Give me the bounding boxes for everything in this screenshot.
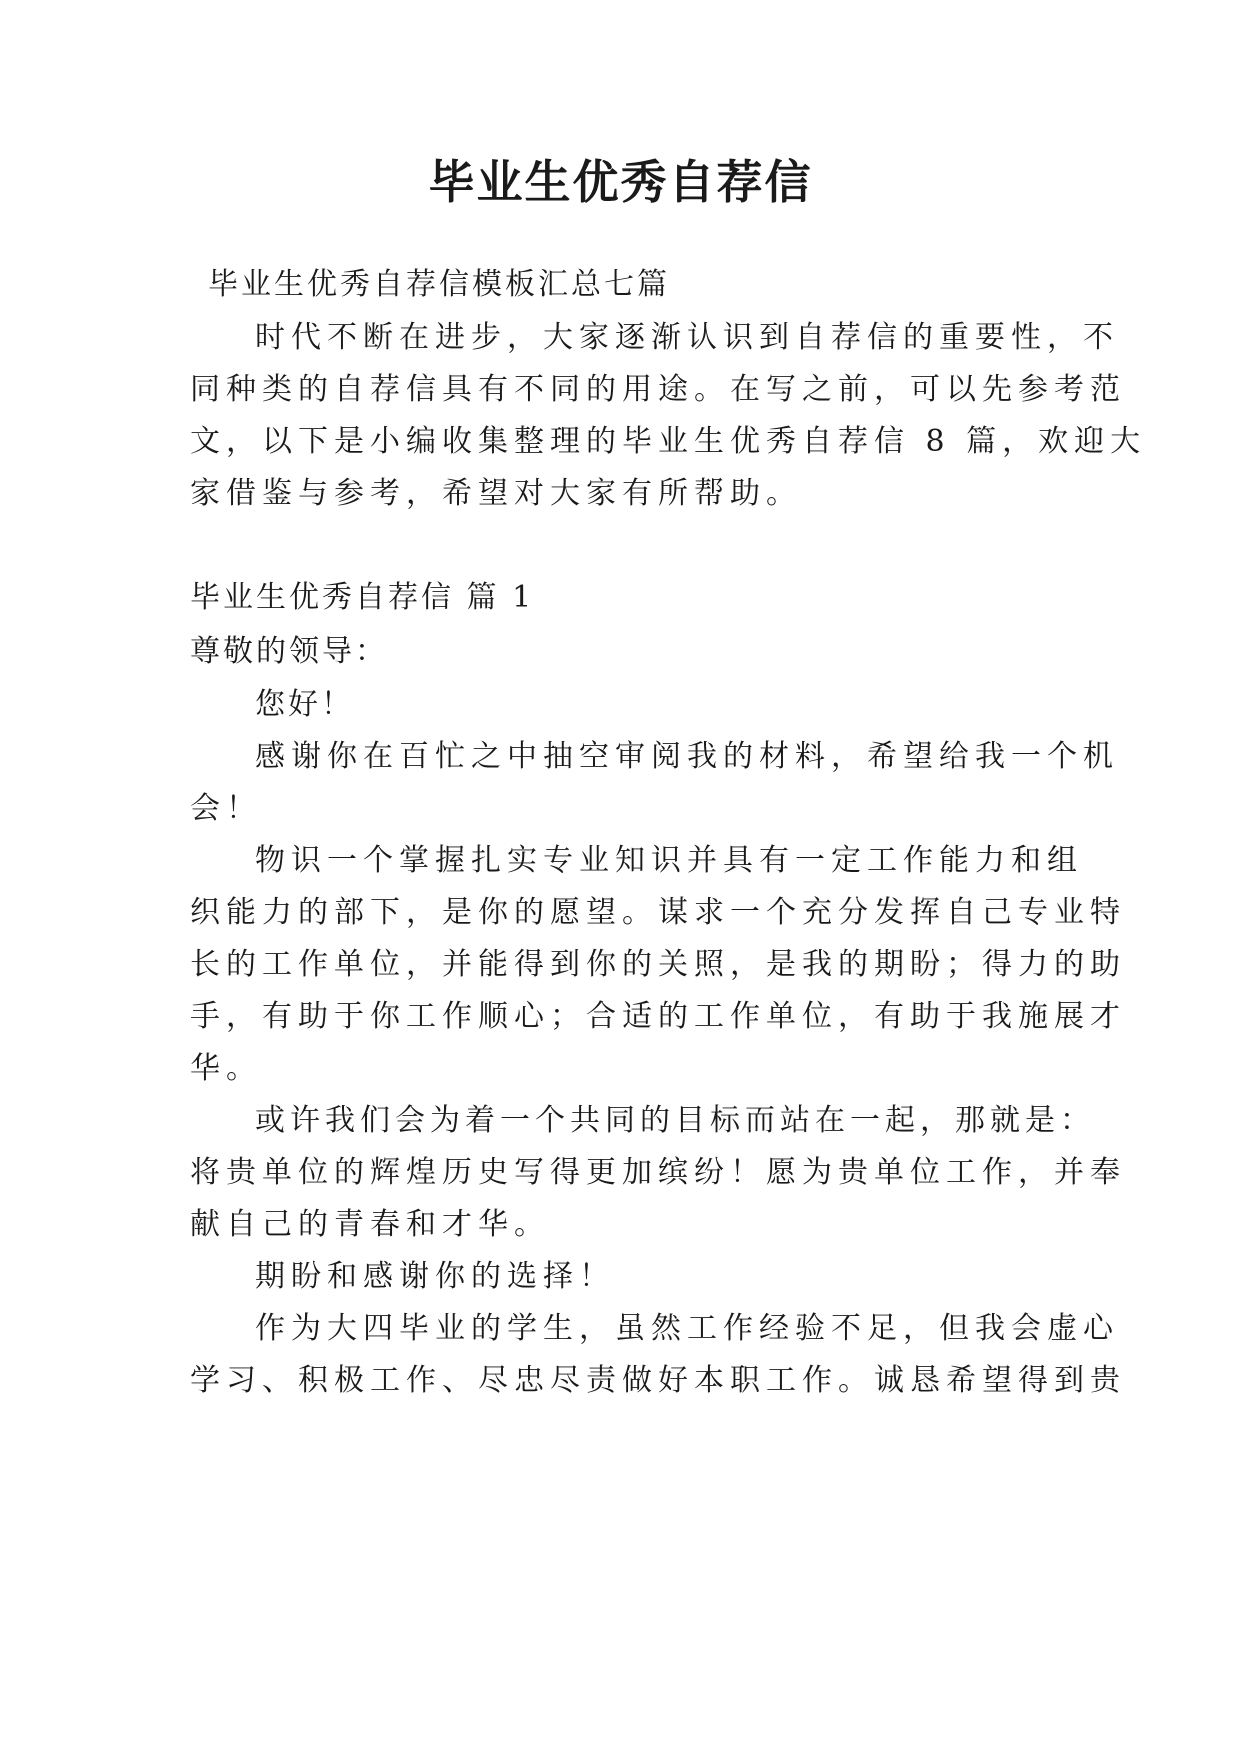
paragraph-line: 同种类的自荐信具有不同的用途。在写之前，可以先参考范 [190, 372, 1126, 407]
paragraph-line: 手，有助于你工作顺心；合适的工作单位，有助于我施展才 [190, 999, 1126, 1034]
paragraph-line: 会！ [190, 791, 262, 826]
paragraph-line: 华。 [190, 1051, 262, 1086]
paragraph-line: 学习、积极工作、尽忠尽责做好本职工作。诚恳希望得到贵 [190, 1363, 1126, 1398]
paragraph-line: 长的工作单位，并能得到你的关照，是我的期盼；得力的助 [190, 947, 1126, 982]
subtitle-line: 毕业生优秀自荐信模板汇总七篇 [208, 267, 670, 302]
salutation: 尊敬的领导： [190, 634, 388, 669]
greeting: 您好！ [255, 687, 354, 722]
paragraph-line: 献自己的青春和才华。 [190, 1207, 550, 1242]
paragraph-line: 感谢你在百忙之中抽空审阅我的材料，希望给我一个机 [255, 739, 1119, 774]
paragraph-line: 文，以下是小编收集整理的毕业生优秀自荐信 8 篇，欢迎大 [190, 424, 1147, 459]
paragraph-line: 织能力的部下，是你的愿望。谋求一个充分发挥自己专业特 [190, 895, 1126, 930]
document-title: 毕业生优秀自荐信 [428, 155, 813, 209]
paragraph-line: 期盼和感谢你的选择！ [255, 1259, 615, 1294]
paragraph-line: 物识一个掌握扎实专业知识并具有一定工作能力和组 [255, 843, 1083, 878]
paragraph-line: 将贵单位的辉煌历史写得更加缤纷！愿为贵单位工作，并奉 [190, 1155, 1126, 1190]
paragraph-line: 作为大四毕业的学生，虽然工作经验不足，但我会虚心 [255, 1311, 1119, 1346]
paragraph-line: 时代不断在进步，大家逐渐认识到自荐信的重要性，不 [255, 320, 1119, 355]
paragraph-line: 或许我们会为着一个共同的目标而站在一起，那就是： [255, 1103, 1095, 1138]
section-heading: 毕业生优秀自荐信 篇 1 [190, 580, 535, 615]
paragraph-line: 家借鉴与参考，希望对大家有所帮助。 [190, 476, 802, 511]
